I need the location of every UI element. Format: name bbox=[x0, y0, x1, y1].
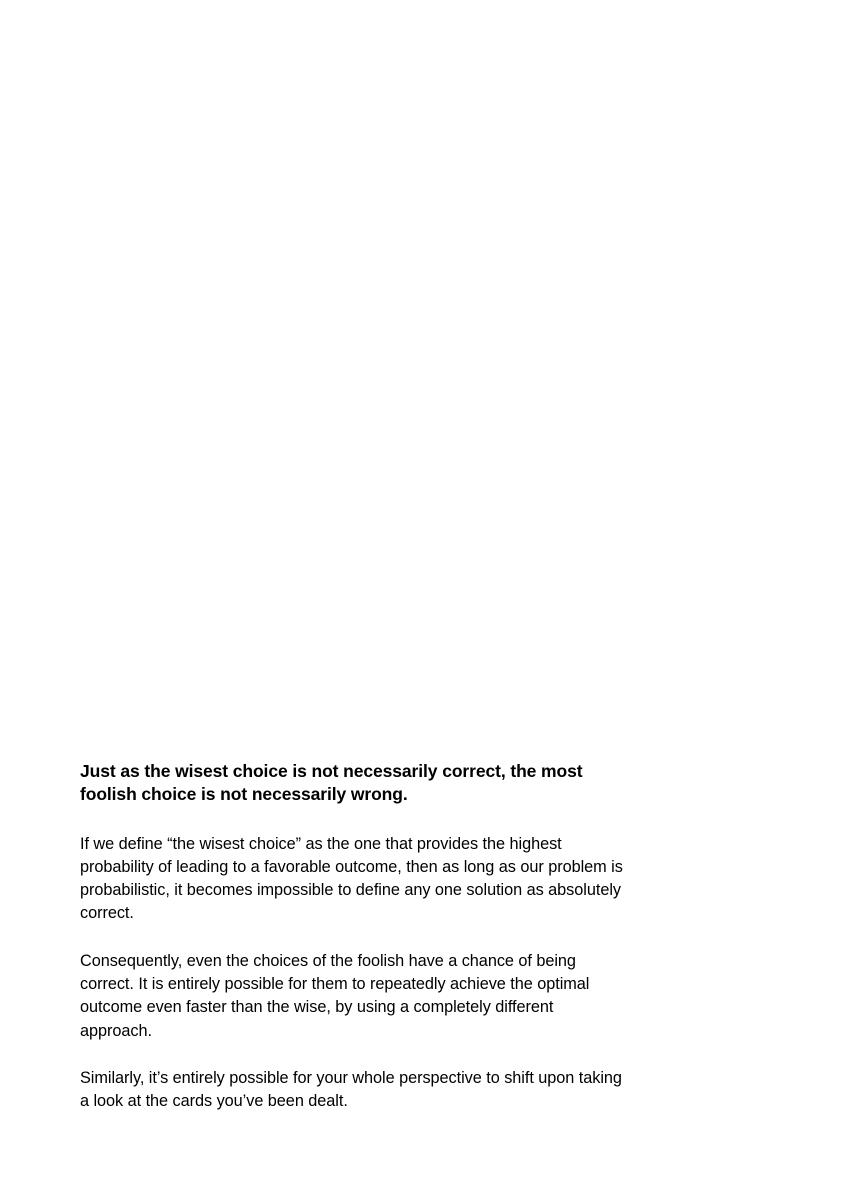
body-paragraph-2: Consequently, even the choices of the foolish have a chance of being correct. It is entirely possible for them to repeatedly achieve the optimal outcome even faster than the wise, by using a completely different approach. bbox=[80, 951, 590, 1040]
page-heading: Just as the wisest choice is not necessarily correct, the most foolish choice is not necessarily wrong. bbox=[80, 761, 583, 805]
text-content-block bbox=[80, 760, 628, 1114]
body-paragraph-1: If we define “the wisest choice” as the one that provides the highest probability of leading to a favorable outcome, then as long as our problem is probabilistic, it becomes impossible to define any one solution as absolutely correct. bbox=[80, 834, 623, 923]
body-paragraph-3: Similarly, it’s entirely possible for your whole perspective to shift upon taking a look at the cards you’ve been dealt. bbox=[80, 1068, 622, 1111]
